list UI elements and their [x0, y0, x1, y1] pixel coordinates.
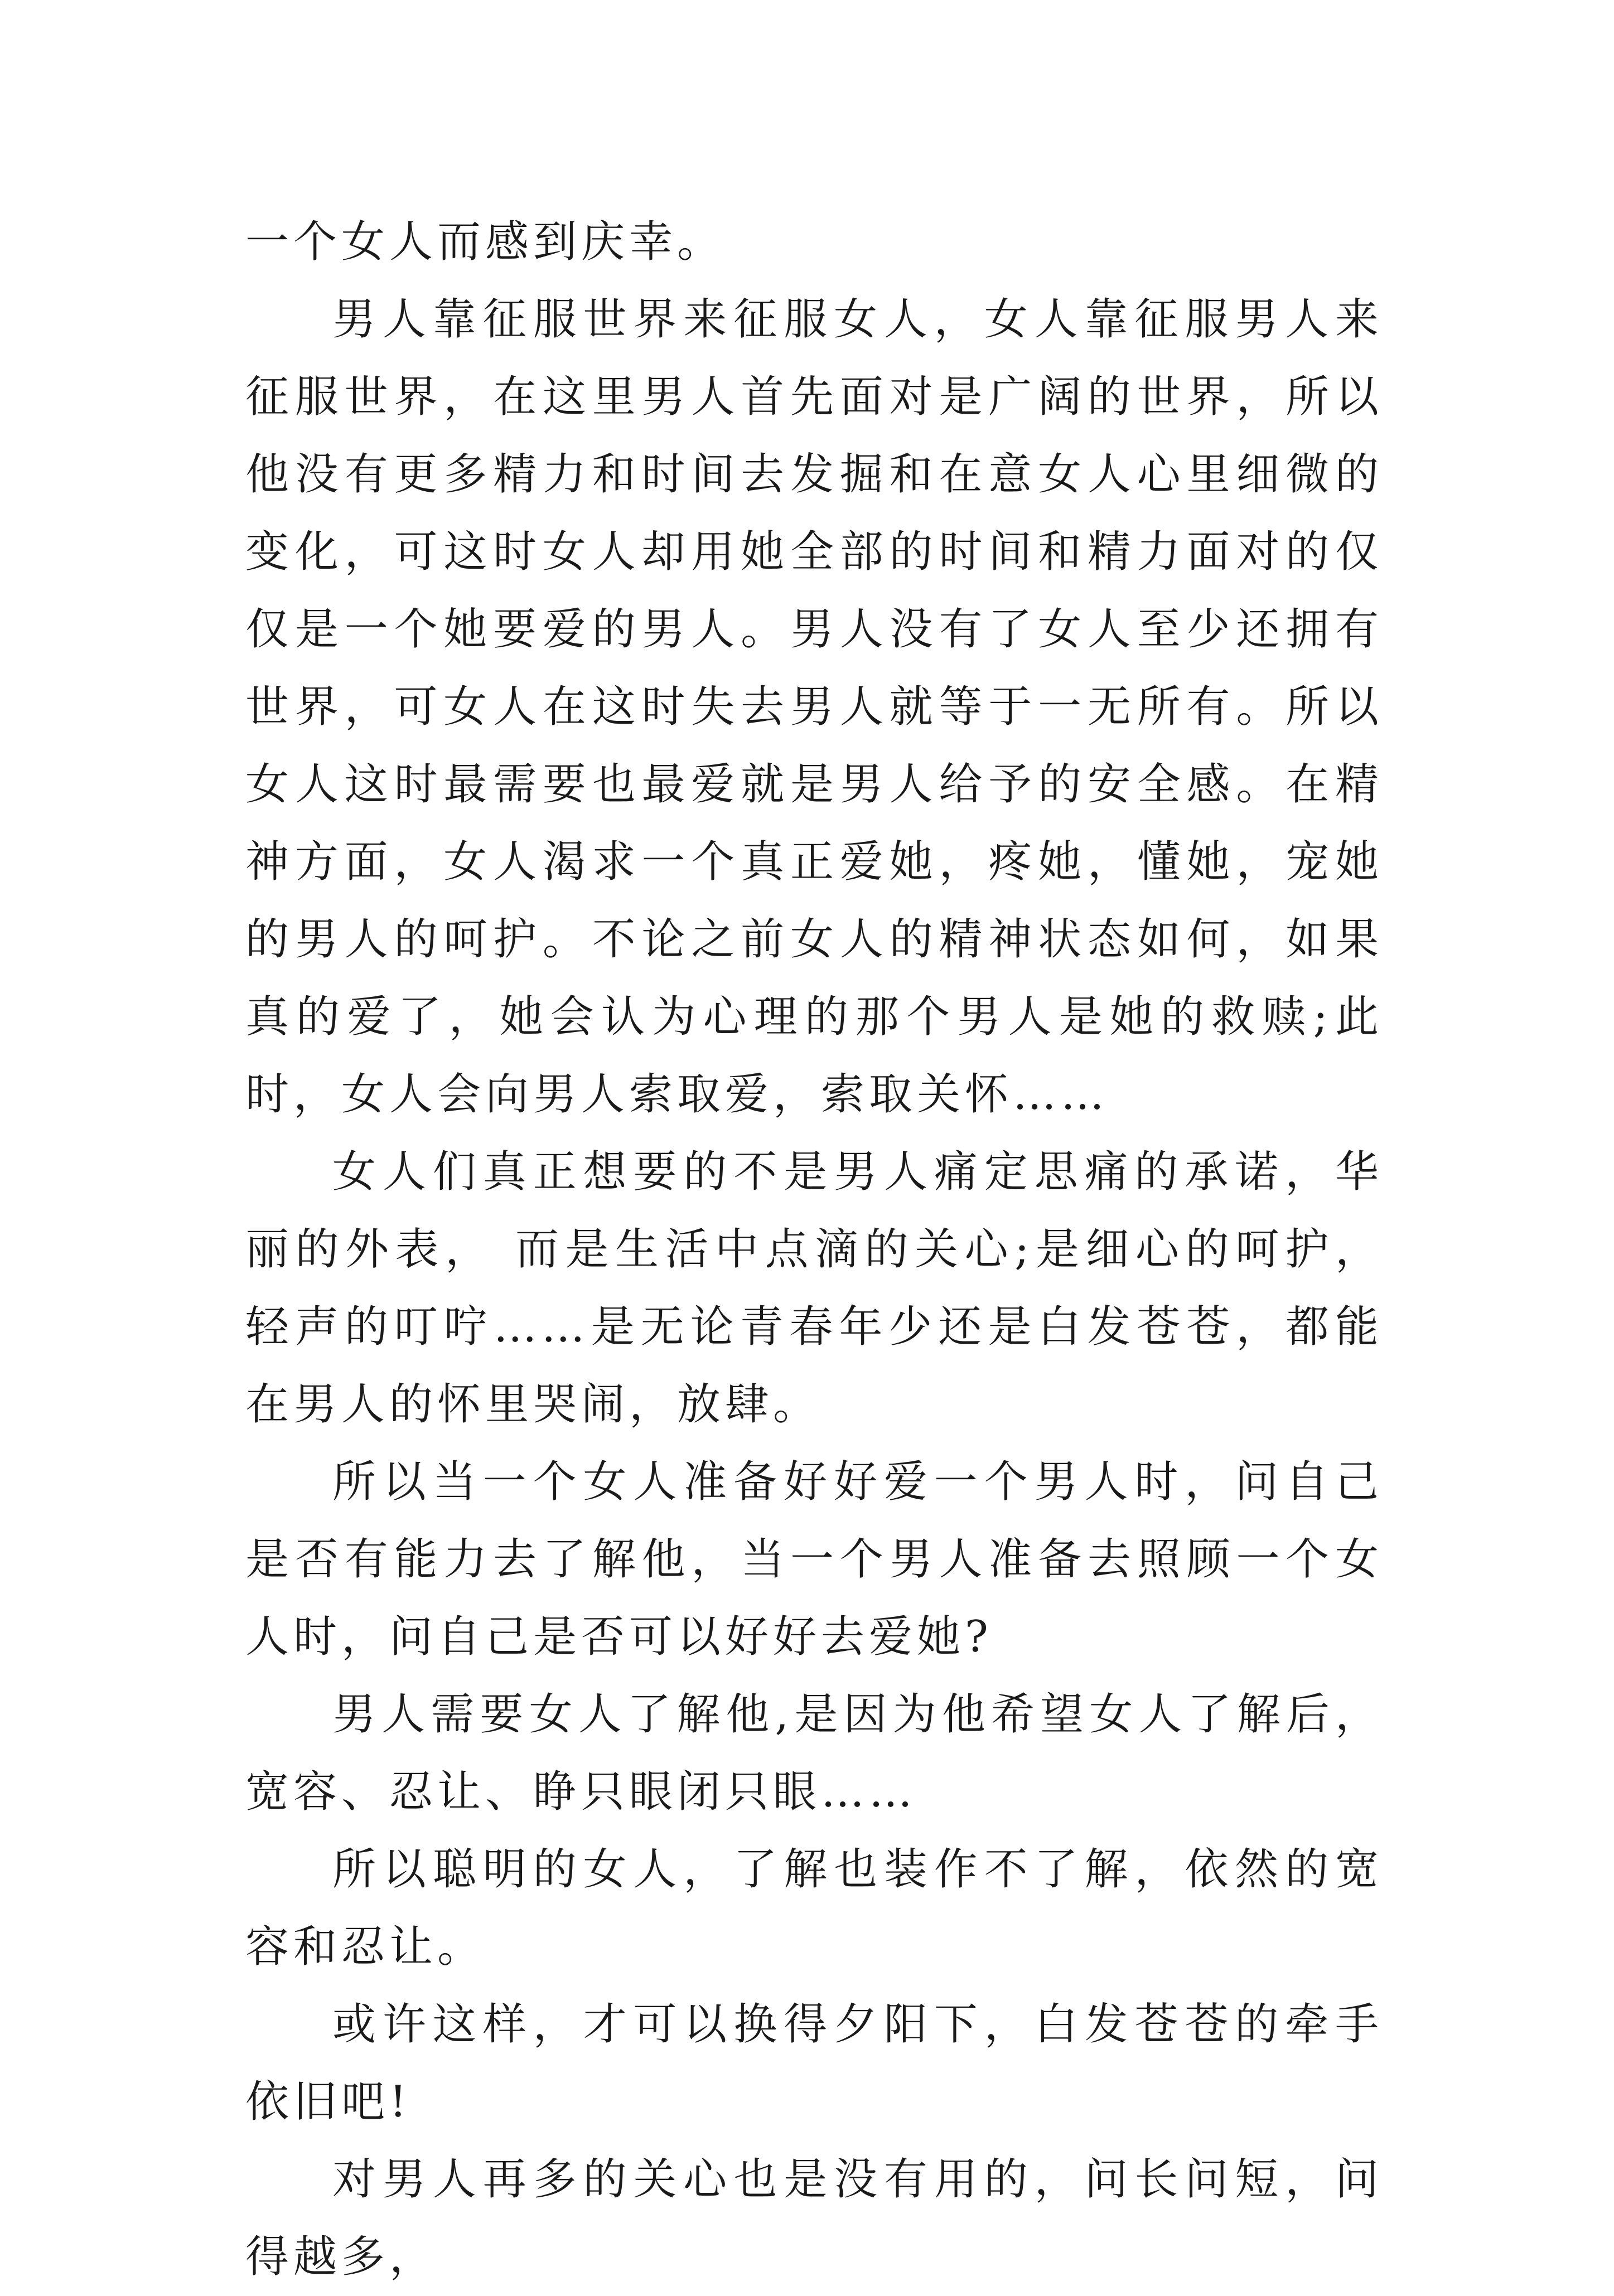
paragraph-3: 女人们真正想要的不是男人痛定思痛的承诺，华丽的外表， 而是生活中点滴的关心;是细心的呵护， 轻声的叮咛……是无论青春年少还是白发苍苍，都能在男人的怀里哭闹，放肆。	[245, 1147, 1383, 1430]
paragraph-2: 男人靠征服世界来征服女人，女人靠征服男人来征服世界，在这里男人首先面对是广阔的世界，所以他没有更多精力和时间去发掘和在意女人心里细微的变化，可这时女人却用她全部的时间和精力面对的仅仅是一个她要爱的男人。男人没有了女人至少还拥有世界，可女人在这时失去男人就等于一无所有。所以女人这时最需要也最爱就是男人给予的安全感。在精神方面，女人渴求一个真正爱她，疼她，懂她，宠她的男人的呵护。不论之前女人的精神状态如何，如果真的爱了，她会认为心理的那个男人是她的救赎;此时，女人会向男人索取爱，索取关怀……	[245, 294, 1383, 1120]
paragraph-5: 男人需要女人了解他,是因为他希望女人了解后，宽容、忍让、睁只眼闭只眼……	[245, 1689, 1383, 1817]
paragraph-7: 或许这样，才可以换得夕阳下，白发苍苍的牵手依旧吧!	[245, 1999, 1383, 2127]
paragraph-4: 所以当一个女人准备好好爱一个男人时，问自己是否有能力去了解他，当一个男人准备去照顾一个女人时，问自己是否可以好好去爱她?	[245, 1457, 1383, 1662]
body-text	[245, 204, 1383, 2296]
paragraph-6: 所以聪明的女人，了解也装作不了解，依然的宽容和忍让。	[245, 1844, 1383, 1972]
paragraph-8: 对男人再多的关心也是没有用的，问长问短，问得越多，	[245, 2154, 1383, 2282]
paragraph-1: 一个女人而感到庆幸。	[245, 217, 726, 267]
